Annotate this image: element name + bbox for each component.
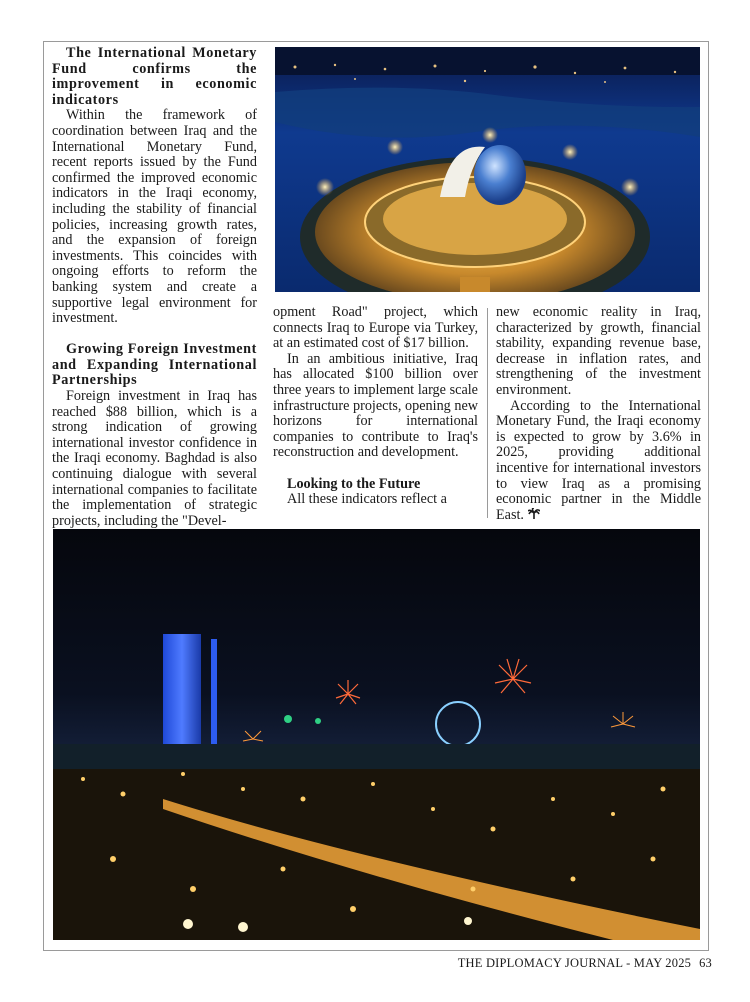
page-footer — [450, 956, 712, 971]
palm-ornament-icon — [528, 508, 540, 520]
paragraph-development-road: opment Road" project, which connects Iraq to Europe via Turkey, at an estimated cost of $17 billion. — [273, 304, 478, 352]
section-heading-future: Looking to the Future — [287, 475, 421, 492]
paragraph-indicators: All these indicators reflect a — [287, 491, 447, 508]
article-column-2 — [273, 305, 478, 508]
paragraph-foreign-investment: Foreign investment in Iraq has reached $88 billion, which is a strong indication of growing international investor confidence in the Iraqi economy. Baghdad is also continuing dialogue with several international companies to facilitate the implementation of strategic projects, including the "Devel- — [52, 388, 257, 529]
article-column-1 — [52, 46, 257, 529]
page-number: 63 — [699, 956, 712, 970]
article-column-3 — [496, 305, 701, 523]
paragraph-economic-reality: new economic reality in Iraq, characterized by growth, financial stability, expanding revenue base, decrease in inflation rates, and strengthening of the investment environment. — [496, 304, 701, 398]
paragraph-imf: Within the framework of coordination between Iraq and the International Monetary Fund, recent reports issued by the Fund confirmed the improved economic indicators in the Iraqi economy, including the stability of financial policies, increasing growth rates, and the expansion of foreign investments. This coincides with ongoing efforts to reform the banking system and create a supportive legal environment for investment. — [52, 107, 257, 327]
paragraph-imf-forecast: According to the International Monetary Fund, the Iraqi economy is expected to grow by 3.6% in 2025, providing additional incentive for international investors to view Iraq as a promising economic partner in the Middle East. — [496, 397, 701, 523]
section-heading-imf: The International Monetary Fund confirms the improvement in economic indicators — [52, 45, 257, 108]
section-heading-foreign-investment: Growing Foreign Investment and Expanding International Partnerships — [52, 341, 257, 389]
column-divider — [487, 308, 488, 518]
monument-night-photo — [275, 47, 700, 292]
paragraph-infrastructure: In an ambitious initiative, Iraq has allocated $100 billion over three years to implement large scale infrastructure projects, opening new horizons for international companies to contribute to Iraq's reconstruction and development. — [273, 350, 478, 461]
baghdad-night-skyline-photo — [53, 529, 700, 940]
journal-name: THE DIPLOMACY JOURNAL - MAY 2025 — [457, 956, 692, 970]
